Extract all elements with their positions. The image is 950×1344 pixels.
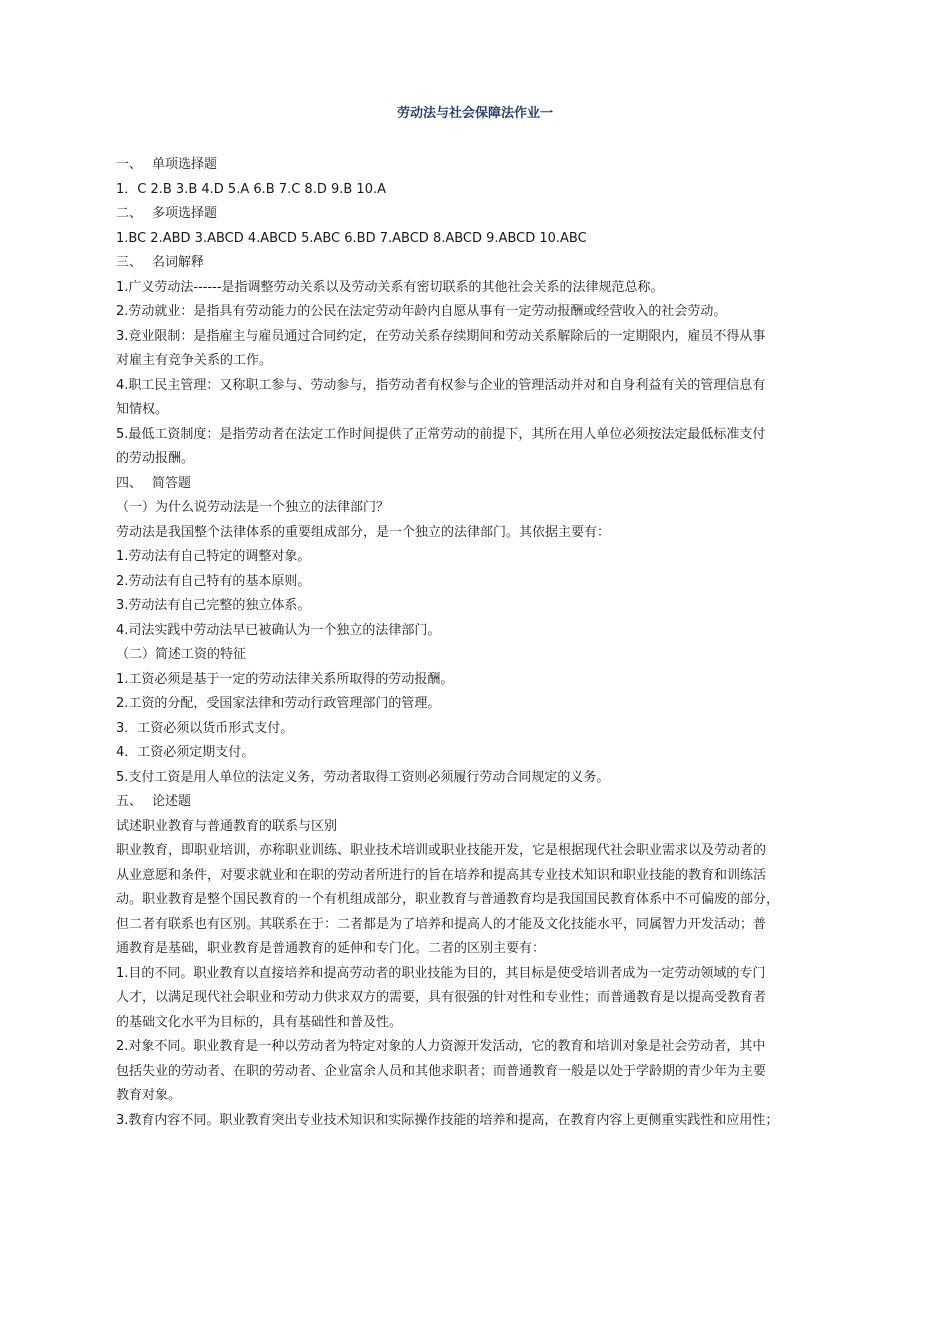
section-title: 论述题 — [152, 794, 192, 809]
section-heading-multiple-choice — [116, 202, 840, 227]
section-heading-short-answer — [116, 472, 840, 497]
answer-point: 4．工资必须定期支付。 — [116, 745, 255, 760]
section-number: 五、 — [116, 794, 143, 809]
definition-line: 知情权。 — [116, 402, 169, 417]
answer-point: 1.工资必须是基于一定的劳动法律关系所取得的劳动报酬。 — [116, 671, 454, 687]
question-one-intro: 劳动法是我国整个法律体系的重要组成部分，是一个独立的法律部门。其依据主要有： — [116, 524, 611, 540]
essay-point-line: 2.对象不同。职业教育是一种以劳动者为特定对象的人力资源开发活动，它的教育和培训对象是社会劳动者，其中 — [116, 1039, 766, 1054]
section-number: 一、 — [116, 157, 143, 172]
question-one: （一）为什么说劳动法是一个独立的法律部门？ — [116, 500, 390, 515]
section-heading-term-definitions — [116, 251, 840, 276]
essay-paragraph-line: 从业意愿和条件，对要求就业和在职的劳动者所进行的旨在培养和提高其专业技术知识和职业技能的教育和训练活 — [116, 867, 767, 883]
answer-point: 1.劳动法有自己特定的调整对象。 — [116, 549, 311, 564]
section-title: 简答题 — [152, 475, 192, 491]
essay-point-line: 3.教育内容不同。职业教育突出专业技术知识和实际操作技能的培养和提高，在教育内容上更侧重实践性和应用性； — [116, 1112, 779, 1128]
single-choice-answers: 1．C 2.B 3.B 4.D 5.A 6.B 7.C 8.D 9.B 10.A — [116, 181, 386, 197]
answer-point: 2.劳动法有自己特有的基本原则。 — [116, 573, 311, 589]
definition-line: 4.职工民主管理：又称职工参与、劳动参与，指劳动者有权参与企业的管理活动并对和自身利益有关的管理信息有 — [116, 377, 766, 393]
essay-paragraph-line: 职业教育，即职业培训，亦称职业训练、职业技术培训或职业技能开发，它是根据现代社会职业需求以及劳动者的 — [116, 843, 767, 858]
question-two: （二）简述工资的特征 — [116, 647, 247, 662]
section-heading-essay — [116, 790, 840, 815]
section-title: 名词解释 — [152, 255, 205, 270]
essay-point-line: 的基础文化水平为目标的，具有基础性和普及性。 — [116, 1014, 403, 1030]
essay-point-line: 教育对象。 — [116, 1088, 182, 1103]
section-title: 多项选择题 — [152, 206, 218, 221]
essay-point-line: 包括失业的劳动者、在职的劳动者、企业富余人员和其他求职者；而普通教育一般是以处于学龄期的青少年为主要 — [116, 1063, 767, 1079]
multiple-choice-answers: 1.BC 2.ABD 3.ABCD 4.ABCD 5.ABC 6.BD 7.ABCD 8.ABCD 9.ABCD 10.ABC — [116, 230, 587, 246]
definition-line: 对雇主有竞争关系的工作。 — [116, 353, 273, 368]
definition-line: 1.广义劳动法------是指调整劳动关系以及劳动关系有密切联系的其他社会关系的法律规范总称。 — [116, 279, 664, 295]
essay-point-line: 人才，以满足现代社会职业和劳动力供求双方的需要，具有很强的针对性和专业性；而普通教育是以提高受教育者 — [116, 990, 767, 1005]
answer-point: 3.劳动法有自己完整的独立体系。 — [116, 598, 311, 613]
essay-paragraph-line: 但二者有联系也有区别。其联系在于：二者都是为了培养和提高人的才能及文化技能水平，同属智力开发活动；普 — [116, 916, 767, 932]
essay-paragraph-line: 动。职业教育是整个国民教育的一个有机组成部分，职业教育与普通教育均是我国国民教育体系中不可偏废的部分， — [116, 892, 780, 907]
section-heading-single-choice — [116, 153, 840, 178]
answer-point: 2.工资的分配，受国家法律和劳动行政管理部门的管理。 — [116, 696, 441, 711]
answer-point: 3．工资必须以货币形式支付。 — [116, 720, 294, 736]
document-body — [116, 153, 840, 1133]
answer-point: 5.支付工资是用人单位的法定义务，劳动者取得工资则必须履行劳动合同规定的义务。 — [116, 769, 610, 785]
definition-line: 2.劳动就业：是指具有劳动能力的公民在法定劳动年龄内自愿从事有一定劳动报酬或经营收入的社会劳动。 — [116, 304, 727, 319]
essay-paragraph-line: 通教育是基础，职业教育是普通教育的延伸和专门化。二者的区别主要有： — [116, 941, 546, 956]
section-number: 二、 — [116, 206, 143, 221]
section-number: 四、 — [116, 475, 143, 491]
document-title: 劳动法与社会保障法作业一 — [396, 106, 553, 121]
essay-question: 试述职业教育与普通教育的联系与区别 — [116, 818, 338, 834]
definition-line: 的劳动报酬。 — [116, 451, 195, 466]
section-number: 三、 — [116, 255, 143, 270]
essay-point-line: 1.目的不同。职业教育以直接培养和提高劳动者的职业技能为目的，其目标是使受培训者成为一定劳动领域的专门 — [116, 965, 766, 981]
definition-line: 3.竞业限制：是指雇主与雇员通过合同约定，在劳动关系存续期间和劳动关系解除后的一定期限内，雇员不得从事 — [116, 328, 766, 344]
definition-line: 5.最低工资制度：是指劳动者在法定工作时间提供了正常劳动的前提下，其所在用人单位必须按法定最低标准支付 — [116, 426, 766, 442]
answer-point: 4.司法实践中劳动法早已被确认为一个独立的法律部门。 — [116, 622, 441, 638]
section-title: 单项选择题 — [152, 157, 218, 172]
